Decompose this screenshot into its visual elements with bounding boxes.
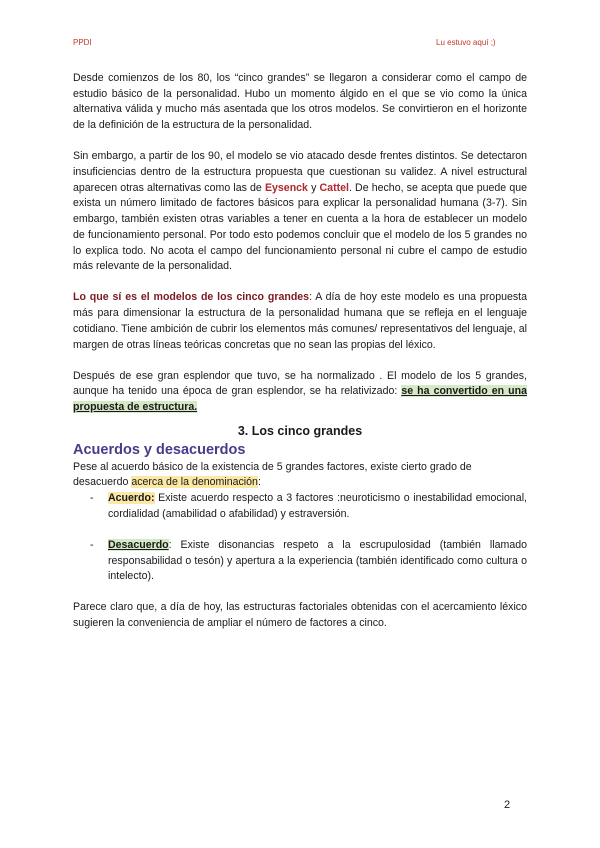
paragraph-criticism-text-a: Sin embargo, a partir de los 90, el modelo se vio atacado desde frentes distintos. Se detectaron insuficiencias dentro de la estructura propuesta que cuestionan su validez. A nivel estructural aparecen otras alternativas como las de: [73, 150, 527, 194]
text-acuerdo: Existe acuerdo respecto a 3 factores :neuroticismo o inestabilidad emocional, cordialidad (amabilidad o afabilidad) y estraversión.: [108, 491, 527, 520]
paragraph-disagreement-intro: [73, 460, 527, 491]
header-note: Lu estuvo aquí ;): [436, 38, 496, 47]
definition-lead: Lo que sí es el modelos de los cinco grandes: [73, 291, 310, 304]
header-course-label: PPDI: [73, 38, 92, 47]
author-eysenck: Eysenck: [264, 181, 308, 194]
document-body: [73, 71, 527, 647]
paragraph-intro: Desde comienzos de los 80, los “cinco grandes” se llegaron a considerar como el campo de estudio básico de la personalidad. Hubo un momento álgido en el que se vio como la única alternativa válida y mucho más asentada que los otros modelos. Se convirtieron en el horizonte de la definición de la estructura de la personalidad.: [73, 72, 527, 132]
subsection-heading: Acuerdos y desacuerdos: [73, 441, 246, 458]
paragraph-criticism-text-b: . De hecho, se acepta que puede que exista un número limitado de factores básicos para explicar la personalidad humana (3-7). Sin embargo, también existen otras variables a tener en cuenta a la hora de establecer un modelo de funcionamiento personal. Por todo esto podemos concluir que el modelo de los 5 grandes no lo explica todo. No acota el campo del funcionamiento personal ni cubre el campo de estudio más relevante de la personalidad.: [73, 181, 528, 273]
definition-text: : A día de hoy este modelo es una propuesta más para dimensionar la estructura de la personalidad humana que se refleja en el lenguaje cotidiano. Tiene ambición de cubrir los elementos más comunes/ representativos del lenguaje, al margen de otras líneas teóricas concretas que no sean las propias del léxico.: [73, 291, 527, 351]
section-heading: 3. Los cinco grandes: [237, 423, 363, 438]
conjunction: y: [307, 181, 320, 194]
list-item-desacuerdo: [73, 538, 527, 585]
list-dash: -: [90, 491, 94, 504]
highlight-denomination: acerca de la denominación: [131, 476, 258, 489]
paragraph-criticism: [73, 149, 527, 275]
author-cattel: Cattel: [319, 181, 349, 194]
label-acuerdo: Acuerdo:: [108, 491, 155, 504]
paragraph-normalized: [73, 369, 527, 416]
agreement-list: [73, 491, 527, 585]
paragraph-closing: Parece claro que, a día de hoy, las estructuras factoriales obtenidas con el acercamiento léxico sugieren la conveniencia de ampliar el número de factores a cinco.: [73, 601, 527, 630]
intro-text-a: Pese al acuerdo básico de la existencia de 5 grandes factores, existe cierto grado de desacuerdo: [73, 460, 472, 489]
highlight-conclusion: se ha convertido en una propuesta de estructura.: [73, 385, 527, 414]
paragraph-normalized-text: Después de ese gran esplendor que tuvo, se ha normalizado . El modelo de los 5 grandes, aunque ha tenido una época de gran esplendor, se ha relativizado:: [73, 369, 527, 398]
text-desacuerdo: : Existe disonancias respeto a la escrupulosidad (también llamado responsabilidad o tesón) y apertura a la experiencia (también identificado como cultura o intelecto).: [108, 538, 527, 583]
paragraph-definition: [73, 290, 527, 353]
list-item-acuerdo: [73, 491, 527, 522]
page-number: 2: [504, 799, 511, 811]
list-dash: -: [90, 538, 94, 551]
label-desacuerdo: Desacuerdo: [108, 538, 169, 551]
intro-text-b: :: [257, 476, 261, 489]
